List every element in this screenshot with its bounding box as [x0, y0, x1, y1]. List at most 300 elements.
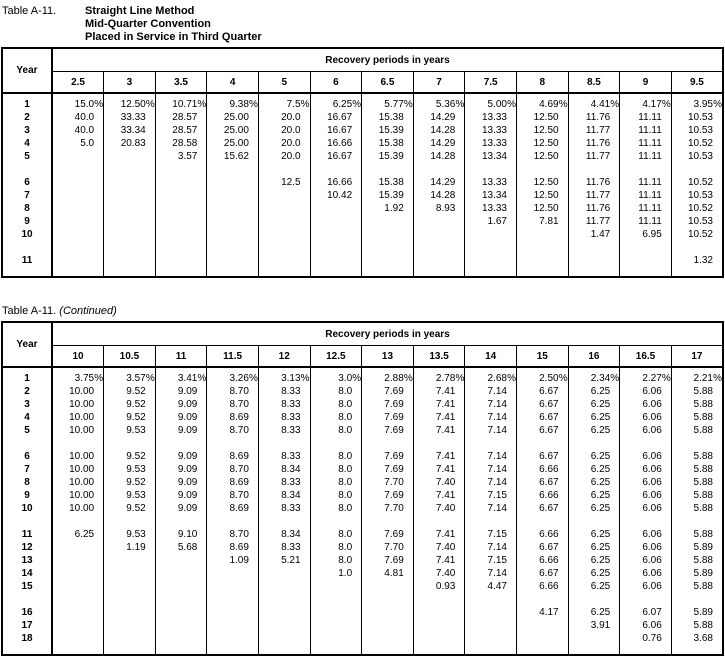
percent-sign: % [403, 99, 413, 110]
spacer-cell [620, 593, 672, 606]
value-number: 6.25 [590, 477, 611, 488]
value-number: 16.66 [327, 138, 353, 149]
spacer-cell [516, 267, 568, 277]
value-number: 7.40 [435, 477, 456, 488]
value-number: 7.40 [435, 568, 456, 579]
value-number: 4.17 [642, 99, 662, 110]
year-cell: 3 [2, 124, 52, 137]
value-number: 8.33 [281, 425, 301, 436]
table-a11-continued [1, 321, 724, 656]
value-cell [568, 476, 620, 489]
value-number: 6.67 [539, 542, 559, 553]
spacer-cell [568, 645, 620, 655]
value-cell [104, 202, 156, 215]
value-number: 25.00 [223, 112, 249, 123]
value-number: 8.0 [338, 451, 353, 462]
value-number: 8.33 [281, 386, 301, 397]
percent-sign: % [558, 373, 568, 384]
percent-sign: % [352, 99, 362, 110]
value-number: 9.09 [177, 425, 198, 436]
value-cell [155, 567, 207, 580]
value-number: 6.25 [590, 399, 611, 410]
year-cell: 7 [2, 463, 52, 476]
value-number: 6.25 [332, 99, 353, 110]
value-cell [465, 489, 517, 502]
value-cell [52, 619, 104, 632]
value-number: 2.34 [590, 373, 611, 384]
title-line-method: Straight Line Method [85, 5, 195, 17]
value-cell [155, 385, 207, 398]
value-number: 6.66 [539, 555, 559, 566]
value-cell [568, 541, 620, 554]
value-cell [620, 98, 672, 111]
value-number: 9.52 [126, 477, 146, 488]
value-number: 5.0 [80, 138, 95, 149]
value-cell [258, 528, 310, 541]
percent-sign: % [507, 99, 516, 110]
value-number: 8.0 [338, 477, 353, 488]
spacer-row [2, 515, 723, 528]
value-number: 7.14 [487, 542, 507, 553]
value-cell [568, 150, 620, 163]
value-cell [568, 489, 620, 502]
value-cell [516, 189, 568, 202]
spacer-cell [52, 593, 104, 606]
value-cell [258, 580, 310, 593]
value-cell [310, 411, 362, 424]
value-cell [465, 124, 517, 137]
value-number: 7.41 [435, 529, 456, 540]
recovery-period-column-header: 6 [310, 72, 362, 94]
value-cell [207, 450, 259, 463]
value-cell [362, 137, 414, 150]
value-number: 7.5 [286, 99, 301, 110]
spacer-cell [465, 437, 517, 450]
value-cell [620, 476, 672, 489]
value-cell [516, 372, 568, 385]
value-number: 6.06 [642, 451, 662, 462]
value-cell [465, 528, 517, 541]
percent-sign: % [94, 373, 104, 384]
value-cell [52, 202, 104, 215]
spacer-cell [155, 267, 207, 277]
value-cell [155, 176, 207, 189]
value-number: 3.91 [590, 620, 611, 631]
value-cell [516, 606, 568, 619]
spacer-cell [362, 645, 414, 655]
year-cell: 9 [2, 489, 52, 502]
value-number: 8.69 [229, 412, 249, 423]
value-cell [516, 502, 568, 515]
value-number: 3.68 [693, 633, 713, 644]
spacer-cell [620, 241, 672, 254]
spacer-cell [155, 437, 207, 450]
value-cell [516, 463, 568, 476]
value-number: 12.50 [533, 177, 559, 188]
value-cell [413, 606, 465, 619]
value-cell [155, 619, 207, 632]
value-number: 11.11 [638, 151, 662, 162]
table-row [2, 254, 723, 267]
recovery-period-column-header: 6.5 [362, 72, 414, 94]
value-number: 6.25 [590, 581, 611, 592]
table-row [2, 424, 723, 437]
value-cell [465, 502, 517, 515]
value-number: 6.06 [642, 425, 662, 436]
value-number: 6.25 [590, 503, 611, 514]
value-number: 13.34 [481, 190, 507, 201]
value-number: 8.33 [281, 477, 301, 488]
value-cell [52, 228, 104, 241]
recovery-period-column-header: 14 [465, 346, 517, 368]
value-cell [516, 554, 568, 567]
year-cell: 6 [2, 450, 52, 463]
year-cell: 15 [2, 580, 52, 593]
value-number: 12.50 [533, 151, 559, 162]
recovery-period-column-header: 15 [516, 346, 568, 368]
value-number: 8.70 [229, 529, 249, 540]
value-cell [104, 463, 156, 476]
spacer-cell [568, 593, 620, 606]
value-number: 8.69 [229, 451, 249, 462]
spacer-cell [104, 437, 156, 450]
value-cell [52, 398, 104, 411]
value-number: 7.14 [487, 386, 507, 397]
value-cell [620, 385, 672, 398]
recovery-period-column-header: 16 [568, 346, 620, 368]
value-number: 5.77 [384, 99, 404, 110]
spacer-cell [671, 163, 723, 176]
title-line-quarter: Placed in Service in Third Quarter [85, 31, 262, 43]
value-number: 20.0 [281, 125, 301, 136]
table-row [2, 502, 723, 515]
spacer-cell [465, 267, 517, 277]
value-number: 6.67 [539, 568, 559, 579]
value-number: 5.88 [693, 490, 713, 501]
value-cell [516, 215, 568, 228]
value-number: 5.88 [693, 464, 713, 475]
value-cell [104, 228, 156, 241]
value-number: 11.76 [585, 112, 611, 123]
value-cell [52, 111, 104, 124]
value-cell [310, 489, 362, 502]
value-cell [310, 189, 362, 202]
value-number: 5.89 [693, 568, 713, 579]
value-cell [465, 137, 517, 150]
table-row [2, 606, 723, 619]
value-number: 6.06 [642, 529, 662, 540]
value-number: 8.33 [281, 451, 301, 462]
value-number: 10.00 [69, 399, 95, 410]
value-cell [516, 424, 568, 437]
value-cell [568, 463, 620, 476]
value-number: 2.50 [539, 373, 559, 384]
value-number: 12.50 [120, 99, 146, 110]
value-cell [155, 98, 207, 111]
value-number: 6.06 [642, 581, 662, 592]
spacer-cell [671, 267, 723, 277]
value-cell [671, 254, 723, 267]
value-number: 5.88 [693, 620, 713, 631]
value-number: 20.0 [281, 112, 301, 123]
value-number: 9.52 [126, 412, 146, 423]
spacer-row [2, 267, 723, 277]
table-row [2, 98, 723, 111]
percent-sign: % [300, 373, 310, 384]
spacer-year-cell [2, 593, 52, 606]
table-a11-main [1, 47, 724, 278]
spacer-cell [310, 267, 362, 277]
spacer-cell [465, 515, 517, 528]
value-number: 9.09 [177, 490, 198, 501]
value-cell [207, 215, 259, 228]
value-cell [310, 606, 362, 619]
recovery-periods-header: Recovery periods in years [52, 48, 723, 72]
header-row-columns [2, 346, 723, 368]
value-cell [516, 632, 568, 645]
value-number: 6.06 [642, 568, 662, 579]
recovery-period-column-header: 9 [620, 72, 672, 94]
value-cell [620, 254, 672, 267]
percent-sign: % [197, 373, 207, 384]
value-cell [620, 137, 672, 150]
value-cell [516, 489, 568, 502]
spacer-cell [155, 241, 207, 254]
value-number: 11.11 [638, 216, 662, 227]
value-cell [671, 202, 723, 215]
year-cell: 13 [2, 554, 52, 567]
percent-sign: % [197, 99, 207, 110]
value-number: 3.57 [177, 151, 198, 162]
spacer-cell [207, 437, 259, 450]
value-cell [568, 111, 620, 124]
value-number: 6.06 [642, 542, 662, 553]
value-cell [310, 98, 362, 111]
value-cell [207, 554, 259, 567]
value-cell [620, 567, 672, 580]
value-number: 7.14 [487, 399, 507, 410]
value-number: 13.33 [481, 112, 507, 123]
value-number: 7.40 [435, 542, 456, 553]
value-number: 5.21 [281, 555, 301, 566]
spacer-cell [413, 267, 465, 277]
value-cell [516, 528, 568, 541]
value-cell [310, 372, 362, 385]
value-number: 10.53 [687, 216, 713, 227]
value-number: 10.00 [69, 464, 95, 475]
value-number: 8.0 [338, 386, 353, 397]
value-cell [207, 111, 259, 124]
value-number: 3.95 [693, 99, 713, 110]
value-cell [671, 528, 723, 541]
spacer-cell [620, 645, 672, 655]
value-cell [568, 528, 620, 541]
value-cell [568, 202, 620, 215]
value-number: 9.09 [177, 451, 198, 462]
percent-sign: % [558, 99, 568, 110]
table-header [2, 322, 723, 367]
spacer-cell [413, 437, 465, 450]
value-cell [465, 567, 517, 580]
spacer-year-cell [2, 437, 52, 450]
value-number: 6.67 [539, 412, 559, 423]
table-row [2, 372, 723, 385]
spacer-cell [620, 437, 672, 450]
title-line-convention: Mid-Quarter Convention [85, 18, 211, 30]
value-cell [362, 228, 414, 241]
value-number: 7.70 [384, 477, 404, 488]
value-cell [362, 554, 414, 567]
spacer-cell [104, 515, 156, 528]
value-number: 8.0 [338, 503, 353, 514]
spacer-cell [155, 645, 207, 655]
value-cell [155, 632, 207, 645]
value-cell [671, 124, 723, 137]
recovery-period-column-header: 10 [52, 346, 104, 368]
value-number: 10.00 [69, 386, 95, 397]
value-number: 1.92 [384, 203, 404, 214]
value-cell [413, 411, 465, 424]
value-cell [207, 254, 259, 267]
recovery-period-column-header: 13.5 [413, 346, 465, 368]
table-row [2, 137, 723, 150]
value-cell [104, 385, 156, 398]
value-cell [362, 189, 414, 202]
spacer-cell [413, 163, 465, 176]
value-cell [362, 632, 414, 645]
table-row [2, 202, 723, 215]
value-cell [671, 541, 723, 554]
value-cell [620, 424, 672, 437]
value-cell [104, 580, 156, 593]
value-number: 15.62 [223, 151, 249, 162]
spacer-cell [362, 241, 414, 254]
value-number: 6.25 [590, 451, 611, 462]
spacer-cell [516, 437, 568, 450]
value-number: 7.41 [435, 451, 456, 462]
value-cell [362, 124, 414, 137]
value-cell [207, 528, 259, 541]
spacer-cell [104, 163, 156, 176]
value-number: 13.33 [481, 138, 507, 149]
value-number: 20.0 [281, 151, 301, 162]
year-cell: 7 [2, 189, 52, 202]
value-number: 11.77 [585, 216, 611, 227]
value-cell [620, 580, 672, 593]
value-number: 8.69 [229, 477, 249, 488]
value-cell [413, 215, 465, 228]
value-cell [155, 580, 207, 593]
value-cell [465, 554, 517, 567]
value-number: 6.67 [539, 386, 559, 397]
value-number: 14.29 [430, 177, 456, 188]
value-cell [671, 398, 723, 411]
value-number: 8.93 [435, 203, 456, 214]
value-number: 9.53 [126, 490, 146, 501]
value-cell [568, 176, 620, 189]
value-cell [516, 580, 568, 593]
spacer-cell [671, 515, 723, 528]
value-number: 8.34 [281, 529, 301, 540]
value-cell [207, 632, 259, 645]
value-cell [362, 541, 414, 554]
value-number: 15.38 [378, 138, 404, 149]
spacer-cell [516, 515, 568, 528]
value-cell [671, 98, 723, 111]
value-number: 6.66 [539, 490, 559, 501]
value-number: 5.88 [693, 503, 713, 514]
value-cell [258, 398, 310, 411]
value-number: 10.53 [687, 125, 713, 136]
value-number: 4.47 [487, 581, 507, 592]
value-number: 10.53 [687, 190, 713, 201]
percent-sign: % [249, 99, 258, 110]
value-cell [310, 254, 362, 267]
spacer-cell [516, 593, 568, 606]
year-cell: 4 [2, 137, 52, 150]
value-cell [465, 424, 517, 437]
value-cell [362, 489, 414, 502]
spacer-cell [52, 515, 104, 528]
value-number: 28.58 [172, 138, 198, 149]
table-row [2, 580, 723, 593]
value-cell [465, 632, 517, 645]
value-number: 8.33 [281, 542, 301, 553]
recovery-period-column-header: 17 [671, 346, 723, 368]
value-number: 12.50 [533, 138, 559, 149]
value-cell [465, 176, 517, 189]
spacer-cell [52, 163, 104, 176]
value-number: 7.69 [384, 490, 404, 501]
value-cell [465, 150, 517, 163]
value-cell [516, 202, 568, 215]
value-number: 3.0 [338, 373, 353, 384]
value-cell [258, 372, 310, 385]
value-number: 9.52 [126, 451, 146, 462]
recovery-period-column-header: 8 [516, 72, 568, 94]
recovery-period-column-header: 5 [258, 72, 310, 94]
value-cell [362, 476, 414, 489]
value-cell [413, 528, 465, 541]
value-number: 5.88 [693, 425, 713, 436]
percent-sign: % [249, 373, 258, 384]
value-number: 12.50 [533, 190, 559, 201]
year-cell: 10 [2, 502, 52, 515]
value-number: 6.06 [642, 477, 662, 488]
value-number: 11.76 [585, 203, 611, 214]
value-number: 4.17 [539, 607, 559, 618]
value-cell [52, 98, 104, 111]
value-number: 14.29 [430, 138, 456, 149]
value-number: 9.10 [177, 529, 198, 540]
value-number: 10.53 [687, 112, 713, 123]
value-cell [258, 606, 310, 619]
year-cell: 17 [2, 619, 52, 632]
value-cell [258, 489, 310, 502]
value-cell [207, 541, 259, 554]
value-number: 9.09 [177, 386, 198, 397]
value-number: 15.38 [378, 177, 404, 188]
value-cell [258, 202, 310, 215]
recovery-period-column-header: 3 [104, 72, 156, 94]
value-number: 7.69 [384, 425, 404, 436]
value-cell [671, 554, 723, 567]
value-cell [568, 580, 620, 593]
value-cell [155, 150, 207, 163]
value-cell [310, 215, 362, 228]
value-cell [207, 619, 259, 632]
value-number: 25.00 [223, 138, 249, 149]
